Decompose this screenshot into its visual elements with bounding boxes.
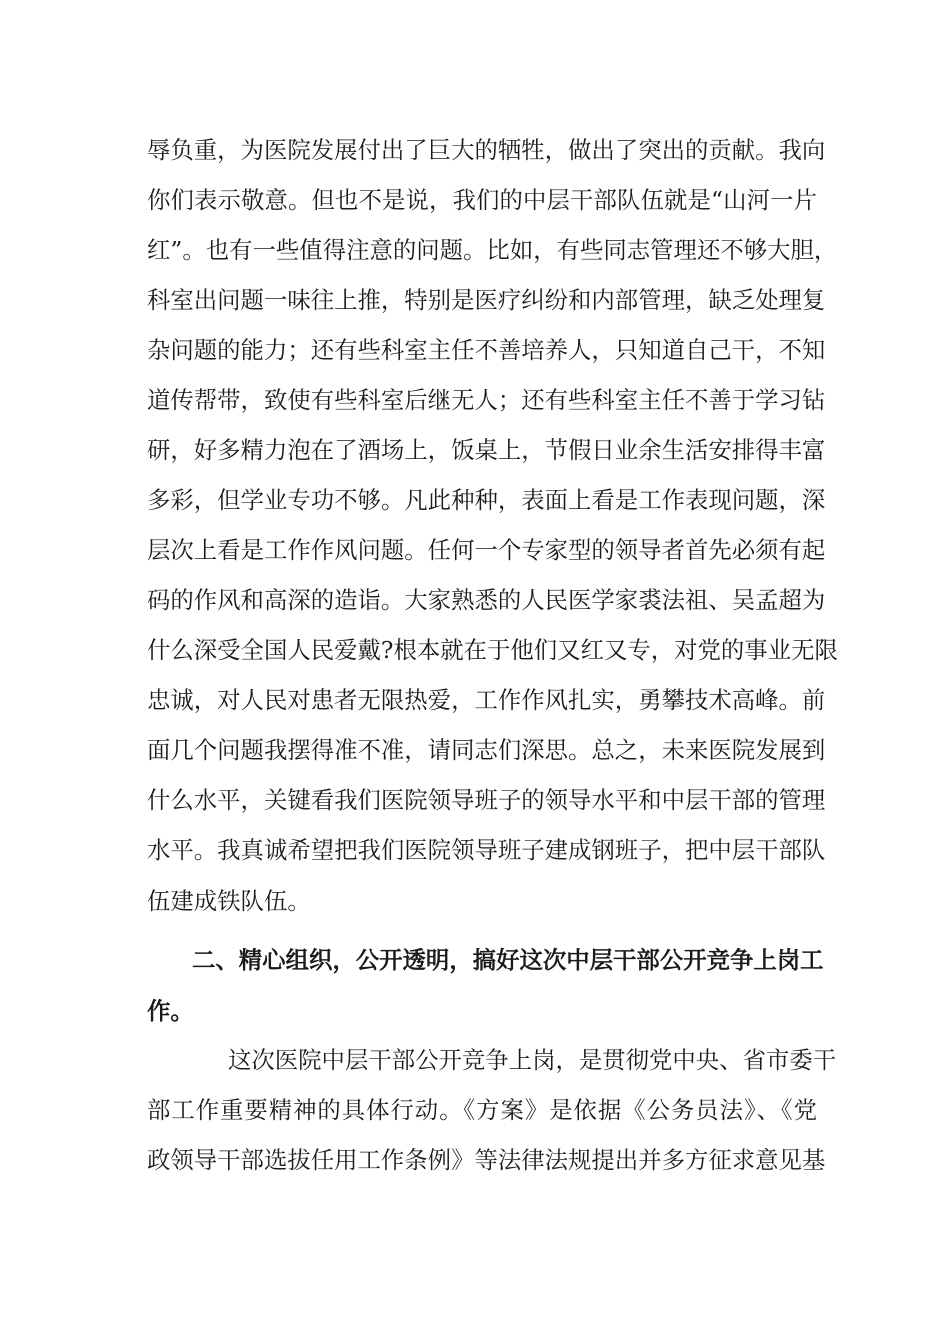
paragraph-1-line-14: 什么水平，关键看我们医院领导班子的领导水平和中层干部的管理 <box>147 786 826 814</box>
section-heading-line-1: 二、精心组织，公开透明，搞好这次中层干部公开竞争上岗工 <box>192 946 824 974</box>
paragraph-1-line-13: 面几个问题我摆得准不准，请同志们深思。总之，未来医院发展到 <box>147 736 826 764</box>
paragraph-1-line-7: 研，好多精力泡在了酒场上，饭桌上，节假日业余生活安排得丰富 <box>147 436 826 464</box>
paragraph-1-line-15: 水平。我真诚希望把我们医院领导班子建成钢班子，把中层干部队 <box>147 836 826 864</box>
paragraph-1-line-11: 什么深受全国人民爱戴?根本就在于他们又红又专，对党的事业无限 <box>147 636 838 664</box>
paragraph-1-line-10: 码的作风和高深的造诣。大家熟悉的人民医学家裘法祖、吴孟超为 <box>147 586 826 614</box>
paragraph-1-line-3: 红”。也有一些值得注意的问题。比如，有些同志管理还不够大胆， <box>147 236 838 264</box>
paragraph-1-line-5: 杂问题的能力；还有些科室主任不善培养人，只知道自己干，不知 <box>147 336 826 364</box>
paragraph-1-line-2: 你们表示敬意。但也不是说，我们的中层干部队伍就是“山河一片 <box>147 186 817 214</box>
paragraph-1-line-16: 伍建成铁队伍。 <box>147 887 311 915</box>
paragraph-2-line-1: 这次医院中层干部公开竞争上岗，是贯彻党中央、省市委干 <box>228 1046 837 1074</box>
paragraph-2-line-2: 部工作重要精神的具体行动。《方案》是依据《公务员法》、《党 <box>147 1096 817 1124</box>
section-heading-line-2: 作。 <box>147 997 194 1025</box>
paragraph-1-line-6: 道传帮带，致使有些科室后继无人；还有些科室主任不善于学习钻 <box>147 386 826 414</box>
paragraph-1-line-4: 科室出问题一味往上推，特别是医疗纠纷和内部管理，缺乏处理复 <box>147 286 826 314</box>
paragraph-1-line-9: 层次上看是工作作风问题。任何一个专家型的领导者首先必须有起 <box>147 536 826 564</box>
paragraph-1-line-12: 忠诚，对人民对患者无限热爱，工作作风扎实，勇攀技术高峰。前 <box>147 686 826 714</box>
paragraph-2-line-3: 政领导干部选拔任用工作条例》等法律法规提出并多方征求意见基 <box>147 1146 826 1174</box>
paragraph-1-line-1: 辱负重，为医院发展付出了巨大的牺牲，做出了突出的贡献。我向 <box>147 136 826 164</box>
paragraph-1-line-8: 多彩，但学业专功不够。凡此种种，表面上看是工作表现问题，深 <box>147 486 826 514</box>
